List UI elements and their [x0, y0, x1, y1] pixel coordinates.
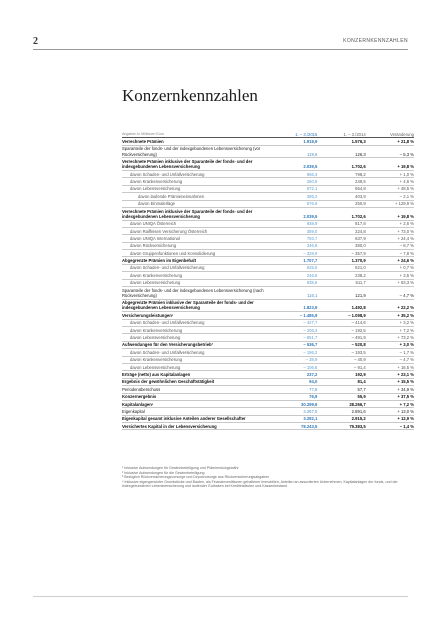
row-label: davon laufende Prämieneinnahmen [122, 193, 269, 200]
value-2014: – 40,9 [317, 356, 365, 363]
row-label: davon Krankenversicherung [122, 327, 269, 334]
value-2014: – 1.098,9 [317, 312, 365, 319]
row-label: davon Raiffeisen Versicherung Österreich [122, 227, 269, 234]
value-2014: – 520,8 [317, 341, 365, 348]
row-label: davon Schaden- und Unfallversicherung [122, 264, 269, 271]
value-change: + 13,0 % [366, 408, 414, 415]
row-label: Ergebnis der gewöhnlichen Geschäftstätigkeit [122, 378, 269, 385]
row-label: davon Schaden- und Unfallversicherung [122, 319, 269, 326]
value-2015: 625,5 [269, 264, 317, 271]
footnote: ³ Bezüglich Rückversicherungsvorsorge und Depotvorsorge aus Rückversicherungsabgaben [122, 475, 270, 480]
row-label: Erträge (netto) aus Kapitalanlagen [122, 371, 269, 378]
table-row [122, 287, 414, 300]
row-label: Kapitalanlagen³ [122, 400, 269, 407]
table-row [122, 363, 414, 370]
value-2014: 79.383,5 [317, 423, 365, 430]
table-row [122, 327, 414, 334]
value-2014: 1.702,6 [317, 207, 365, 220]
row-label: davon UNIQA International [122, 235, 269, 242]
value-2015: 938,9 [269, 220, 317, 227]
value-2014: 798,2 [317, 170, 365, 177]
table-row [122, 349, 414, 356]
table-row [122, 378, 414, 385]
value-2015: – 38,9 [269, 356, 317, 363]
table-row [122, 178, 414, 185]
row-label: Abgegrenzte Prämien im Eigenbehalt [122, 257, 269, 264]
value-2014: 654,8 [317, 185, 365, 192]
row-label: Abgegrenzte Prämien inklusive der Sparanteile der fonds- und der indexgebundenen Lebensversicherung [122, 299, 269, 312]
value-2015: 3.267,0 [269, 408, 317, 415]
row-label: Versicherungsleistungen¹ [122, 312, 269, 319]
row-label: davon Gruppenfunktionen und Konsolidierung [122, 250, 269, 257]
row-label: davon Lebensversicherung [122, 185, 269, 192]
table-row [122, 393, 414, 400]
value-change: + 21,8 % [366, 138, 414, 145]
value-2015: 78.243,5 [269, 423, 317, 430]
row-label: davon Lebensversicherung [122, 334, 269, 341]
row-label: Versichertes Kapital in der Lebensversicherung [122, 423, 269, 430]
value-change: – 1,7 % [366, 349, 414, 356]
value-2014: 249,5 [317, 178, 365, 185]
value-2014: 817,8 [317, 220, 365, 227]
value-change: + 1,0 % [366, 170, 414, 177]
table-row [122, 299, 414, 312]
value-change: – 5,3 % [366, 145, 414, 158]
value-change: + 48,5 % [366, 185, 414, 192]
table-row [122, 145, 414, 158]
value-change: + 3,0 % [366, 341, 414, 348]
value-2014: 511,7 [317, 279, 365, 286]
value-2014: 2.915,2 [317, 415, 365, 422]
value-2015: 30.299,6 [269, 400, 317, 407]
key-figures-table [122, 131, 414, 430]
value-2015: 2.039,5 [269, 207, 317, 220]
value-change: – 4,7 % [366, 356, 414, 363]
row-label: davon Einmalerläge [122, 200, 269, 207]
table-row [122, 341, 414, 348]
table-row [122, 371, 414, 378]
table-row [122, 334, 414, 341]
column-header-2014: 1. – 3./2014 [317, 131, 365, 138]
table-row [122, 264, 414, 271]
table-row [122, 170, 414, 177]
table-row [122, 400, 414, 407]
value-2015: 972,1 [269, 185, 317, 192]
row-label: Verrechnete Prämien inklusive der Sparanteile der fonds- und der indexgebundenen Lebensversicherung [122, 158, 269, 171]
value-2015: 119,6 [269, 145, 317, 158]
column-header-2015: 1. – 3./2015 [269, 131, 317, 138]
table-row [122, 235, 414, 242]
row-label: davon Schaden- und Unfallversicherung [122, 349, 269, 356]
value-2015: – 106,6 [269, 363, 317, 370]
value-2015: 260,9 [269, 178, 317, 185]
row-label: davon Krankenversicherung [122, 356, 269, 363]
value-change: + 3,2 % [366, 319, 414, 326]
row-label: davon Lebensversicherung [122, 363, 269, 370]
value-2015: – 196,2 [269, 349, 317, 356]
table-row [122, 242, 414, 249]
value-2015: 395,2 [269, 193, 317, 200]
value-2014: 81,4 [317, 378, 365, 385]
footnote: ⁴ Inklusive eigengenutzter Grundstücke und Bauten, als Finanzinvestitionen gehaltener Immobilien, Anteilen an assoziierten Unternehmen, Kapitalanlagen der fonds- und der indexgebundenen Lebensversicherung und laufender Guthaben bei Kreditinstituten und Kassenbestand [122, 479, 398, 489]
value-2014: – 192,5 [317, 327, 365, 334]
value-2015: 1.707,7 [269, 257, 317, 264]
row-label: Periodenüberschuss [122, 386, 269, 393]
table-row [122, 279, 414, 286]
value-change: + 23,1 % [366, 371, 414, 378]
value-change: – 8,7 % [366, 242, 414, 249]
row-label: Konzernergebnis [122, 393, 269, 400]
footer-divider [33, 596, 408, 597]
row-label: Eigenkapital [122, 408, 269, 415]
value-change: + 34,9 % [366, 386, 414, 393]
value-change: + 4,6 % [366, 178, 414, 185]
value-change: + 12,9 % [366, 415, 414, 422]
table-row [122, 207, 414, 220]
value-change: + 129,9 % [366, 200, 414, 207]
table-row [122, 185, 414, 192]
footnote: ¹ Inklusive Aufwendungen für Gewinnbeteiligung und Prämienrückgewähr [122, 466, 239, 470]
table-row [122, 319, 414, 326]
value-2015: 389,0 [269, 227, 317, 234]
table-row [122, 272, 414, 279]
value-change: + 35,2 % [366, 312, 414, 319]
table-row [122, 227, 414, 234]
running-head: KONZERNKENNZAHLEN [343, 38, 408, 44]
value-2014: 1.492,8 [317, 299, 365, 312]
row-label: Sparanteile der fonds- und der indexgebundenen Lebensversicherung (nach Rückversicherung) [122, 287, 269, 300]
row-label: Sparanteile der fonds- und der indexgebundenen Lebensversicherung (vor Rückversicherung) [122, 145, 269, 158]
value-change: + 24,6 % [366, 257, 414, 264]
value-change: – 7,8 % [366, 250, 414, 257]
value-2015: 793,7 [269, 235, 317, 242]
value-2015: – 328,9 [269, 250, 317, 257]
row-label: Verrechnete Prämien inklusive der Sparanteile der fonds- und der indexgebundenen Lebensversicherung [122, 207, 269, 220]
row-label: davon UNIQA Österreich [122, 220, 269, 227]
value-2015: 1.823,9 [269, 299, 317, 312]
value-2015: 835,6 [269, 279, 317, 286]
table-row [122, 158, 414, 171]
footnotes [122, 466, 414, 489]
table-row [122, 220, 414, 227]
value-2014: 121,9 [317, 287, 365, 300]
page-number: 2 [33, 36, 38, 47]
value-2014: – 91,4 [317, 363, 365, 370]
value-2014: 238,2 [317, 272, 365, 279]
table-row [122, 193, 414, 200]
value-2015: – 427,7 [269, 319, 317, 326]
value-2015: 2.039,5 [269, 158, 317, 171]
value-change: + 7,2 % [366, 400, 414, 407]
value-2015: 77,8 [269, 386, 317, 393]
value-2015: 346,8 [269, 242, 317, 249]
value-2014: 1.702,6 [317, 158, 365, 171]
value-2014: 1.576,3 [317, 138, 365, 145]
table-row [122, 356, 414, 363]
value-2015: 956,3 [269, 170, 317, 177]
value-2015: 576,9 [269, 200, 317, 207]
value-2015: 76,9 [269, 393, 317, 400]
value-2014: – 193,5 [317, 349, 365, 356]
value-2014: 403,9 [317, 193, 365, 200]
table-row [122, 423, 414, 430]
value-change: + 2,6 % [366, 220, 414, 227]
value-2015: – 536,7 [269, 341, 317, 348]
row-label: Eigenkapital gesamt inklusive Anteilen anderer Gesellschafter [122, 415, 269, 422]
value-2014: 57,7 [317, 386, 365, 393]
value-change: + 73,2 % [366, 334, 414, 341]
value-change: + 3,5 % [366, 272, 414, 279]
value-2014: 380,0 [317, 242, 365, 249]
table-row [122, 257, 414, 264]
table-row [122, 415, 414, 422]
row-label: Verrechnete Prämien [122, 138, 269, 145]
row-label: davon Krankenversicherung [122, 178, 269, 185]
row-label: davon Schaden- und Unfallversicherung [122, 170, 269, 177]
value-2014: – 357,9 [317, 250, 365, 257]
table-row [122, 250, 414, 257]
value-2014: 224,8 [317, 227, 365, 234]
value-2015: 94,0 [269, 378, 317, 385]
value-2015: – 206,3 [269, 327, 317, 334]
table-header-row [122, 131, 414, 138]
unit-label: Angaben in Millionen Euro [122, 131, 269, 138]
table-row [122, 408, 414, 415]
value-2015: – 851,7 [269, 334, 317, 341]
value-change: + 73,0 % [366, 227, 414, 234]
value-change: – 4,7 % [366, 287, 414, 300]
value-change: + 7,2 % [366, 327, 414, 334]
value-change: + 15,5 % [366, 378, 414, 385]
value-change: + 0,7 % [366, 264, 414, 271]
value-change: + 19,8 % [366, 158, 414, 171]
table-row [122, 312, 414, 319]
value-2014: – 491,9 [317, 334, 365, 341]
value-change: + 24,4 % [366, 235, 414, 242]
value-2015: 3.292,1 [269, 415, 317, 422]
value-2014: 55,9 [317, 393, 365, 400]
footnote: ² Inklusive Aufwendungen für die Gewinnbeteiligung [122, 470, 205, 475]
value-2014: 192,9 [317, 371, 365, 378]
table-row [122, 200, 414, 207]
value-change: + 63,3 % [366, 279, 414, 286]
table-row [122, 386, 414, 393]
value-change: + 22,2 % [366, 299, 414, 312]
table-body [122, 138, 414, 430]
column-header-change: Veränderung [366, 131, 414, 138]
value-2015: 1.919,9 [269, 138, 317, 145]
value-change: + 16,5 % [366, 363, 414, 370]
value-change: – 1,4 % [366, 423, 414, 430]
value-2014: 126,3 [317, 145, 365, 158]
value-2014: 637,9 [317, 235, 365, 242]
header-divider [33, 49, 408, 50]
value-change: + 37,5 % [366, 393, 414, 400]
table-row [122, 138, 414, 145]
value-2015: 116,1 [269, 287, 317, 300]
value-change: + 19,8 % [366, 207, 414, 220]
value-2015: – 1.485,9 [269, 312, 317, 319]
page-title: Konzernkennzahlen [122, 86, 258, 105]
value-2014: 250,9 [317, 200, 365, 207]
value-change: – 2,1 % [366, 193, 414, 200]
value-2014: 28.266,7 [317, 400, 365, 407]
row-label: davon Lebensversicherung [122, 279, 269, 286]
value-2014: 2.891,6 [317, 408, 365, 415]
value-2015: 237,2 [269, 371, 317, 378]
row-label: davon Rückversicherung [122, 242, 269, 249]
row-label: Aufwendungen für den Versicherungsbetrieb² [122, 341, 269, 348]
value-2015: 246,6 [269, 272, 317, 279]
row-label: davon Krankenversicherung [122, 272, 269, 279]
value-2014: – 414,6 [317, 319, 365, 326]
value-2014: 1.370,9 [317, 257, 365, 264]
value-2014: 621,0 [317, 264, 365, 271]
